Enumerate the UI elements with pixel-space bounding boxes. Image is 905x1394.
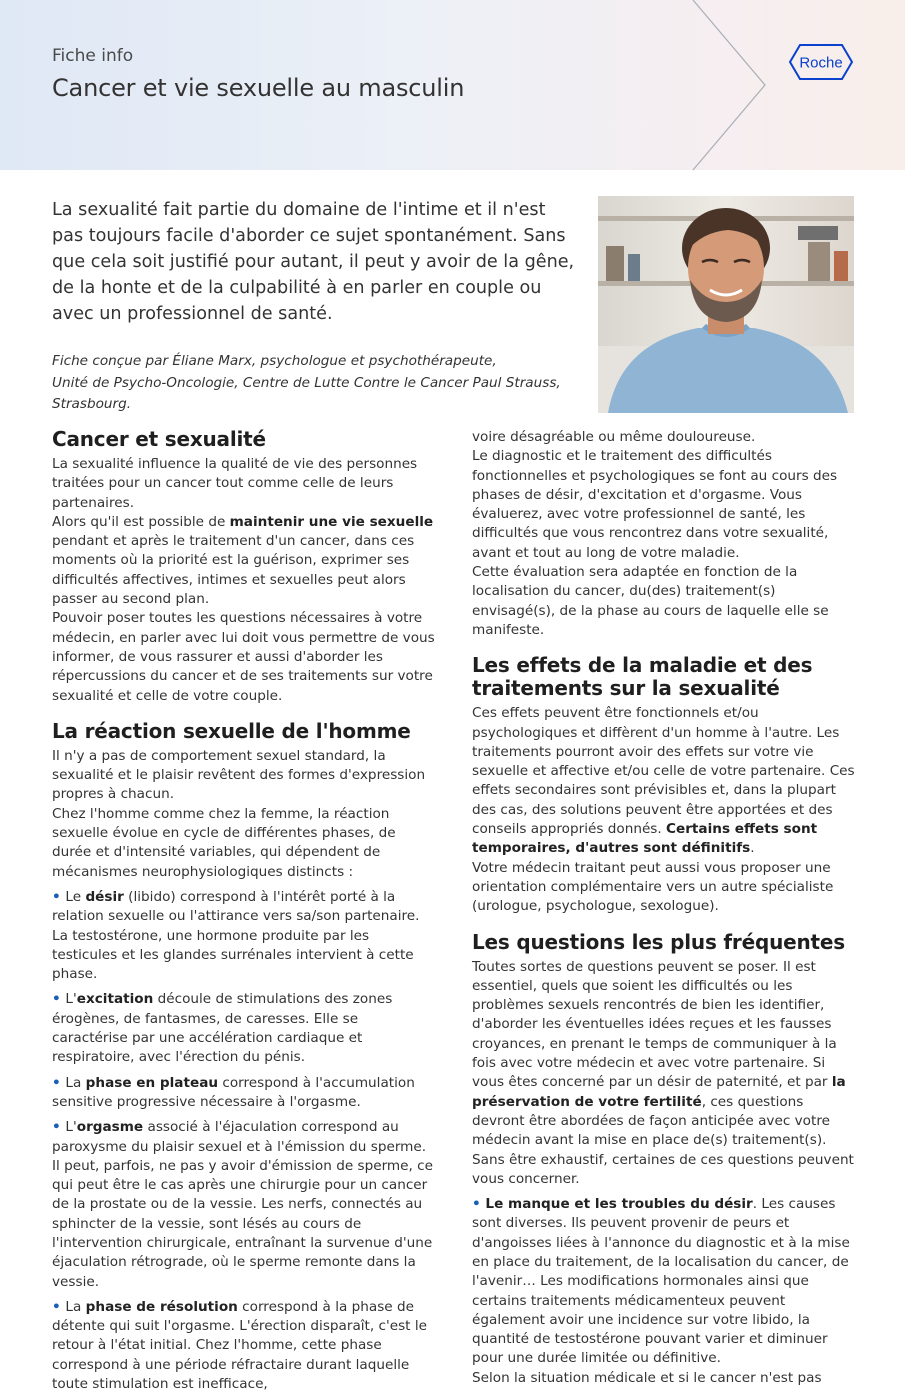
bullet-manque-desir: • Le manque et les troubles du désir. Les causes sont diverses. Ils peuvent provenir de peurs et d'angoisses liées à l'annonce du diagnostic et à la mise en place du traitement, de la localisation du cancer, de l'avenir… Les modifications hormonales ainsi que certains traitements médicamenteux peuvent également avoir une incidence sur votre libido, la quantité de testostérone pouvant varier et diminuer pour une durée limitée ou définitive. xyxy=(472,1195,857,1369)
section-title-questions: Les questions les plus fréquentes xyxy=(472,929,845,954)
effets-p1: Ces effets peuvent être fonctionnels et/ou psychologiques et diffèrent d'un homme à l'autre. Les traitements pourront avoir des effets sur votre vie sexuelle et affective et/ou celle de votre partenaire. Ces effets secondaires sont prévisibles et, dans la plupart des cas, des solutions peuvent être apportées et des conseils appropriés donnés. Certains effets sont temporaires, d'autres sont définitifs. xyxy=(472,705,855,857)
continuation-p3: Cette évaluation sera adaptée en fonction de la localisation du cancer, du(des) traitement(s) envisagé(s), de la phase au cours de laquelle elle se manifeste. xyxy=(472,564,829,638)
portrait-photo xyxy=(598,196,854,413)
continuation-p1: voire désagréable ou même douloureuse. xyxy=(472,429,756,445)
document-kicker: Fiche info xyxy=(52,46,134,66)
cancer-p2: Alors qu'il est possible de maintenir une vie sexuelle pendant et après le traitement d'un cancer, dans ces moments où la priorité est la guérison, exprimer ses difficultés affectives, intimes et sexuelles peut alors passer au second plan. xyxy=(52,513,434,608)
left-column xyxy=(52,428,437,1394)
bullet-excitation: • L'excitation découle de stimulations des zones érogènes, de fantasmes, de caresses. Elle se caractérise par une accélération cardiaque et respiratoire, avec l'érection du pénis. xyxy=(52,990,437,1067)
section-title-cancer: Cancer et sexualité xyxy=(52,427,266,451)
bullet-orgasme: • L'orgasme associé à l'éjaculation correspond au paroxysme du plaisir sexuel et à l'émission du sperme. Il peut, parfois, ne pas y avoir d'émission de sperme, ce qui peut être le cas après une chirurgie pour un cancer de la prostate ou de la vessie. Les nerfs, connectés au sphincter de la vessie, sont lésés au cours de l'intervention chirurgicale, entraînant la survenue d'une éjaculation rétrograde, où le sperme remonte dans la vessie. xyxy=(52,1118,437,1292)
page-title: Cancer et vie sexuelle au masculin xyxy=(52,74,465,102)
credit-line-2: Unité de Psycho-Oncologie, Centre de Lutte Contre le Cancer Paul Strauss, xyxy=(52,374,561,391)
logo-text: Roche xyxy=(799,54,843,72)
section-title-reaction: La réaction sexuelle de l'homme xyxy=(52,718,411,743)
questions-p2: Selon la situation médicale et si le cancer n'est pas xyxy=(472,1369,822,1386)
cancer-p1: La sexualité influence la qualité de vie des personnes traitées pour un cancer tout comme celle de leurs partenaires. xyxy=(52,456,418,511)
bullet-resolution: • La phase de résolution correspond à la phase de détente qui suit l'orgasme. L'érection disparaît, c'est le retour à l'état initial. Chez l'homme, cette phase correspond à une période réfractaire durant laquelle toute stimulation est inefficace, xyxy=(52,1298,437,1394)
bullet-desir: • Le désir (libido) correspond à l'intérêt porté à la relation sexuelle ou l'attirance vers sa/son partenaire. La testostérone, une hormone produite par les testicules et les glandes surrénales intervient à cette phase. xyxy=(52,888,437,984)
effets-p2: Votre médecin traitant peut aussi vous proposer une orientation complémentaire vers un autre spécialiste (urologue, psychologue, sexologue). xyxy=(472,859,834,915)
credit-line-3: Strasbourg. xyxy=(52,396,132,412)
right-column xyxy=(472,428,857,1388)
cancer-p3: Pouvoir poser toutes les questions nécessaires à votre médecin, en parler avec lui doit vous permettre de vous informer, de vous rassurer et aussi d'aborder les répercussions du cancer et de ses traitements sur votre sexualité et celle de votre couple. xyxy=(52,610,435,704)
author-credit xyxy=(52,351,572,416)
reaction-p1: Il n'y a pas de comportement sexuel standard, la sexualité et le plaisir revêtent des formes d'expression propres à chacun. xyxy=(52,747,426,803)
credit-line-1: Fiche conçue par Éliane Marx, psychologue et psychothérapeute, xyxy=(52,353,497,369)
reaction-p2: Chez l'homme comme chez la femme, la réaction sexuelle évolue en cycle de différentes phases, de durée et d'intensité variables, qui dépendent de mécanismes neurophysiologiques distincts : xyxy=(52,805,396,880)
bullet-plateau: • La phase en plateau correspond à l'accumulation sensitive progressive nécessaire à l'orgasme. xyxy=(52,1074,437,1113)
roche-logo xyxy=(788,43,854,81)
questions-p1: Toutes sortes de questions peuvent se poser. Il est essentiel, quels que soient les difficultés ou les problèmes sexuels rencontrés de bien les identifier, d'aborder les éventuelles idées reçues et les fausses croyances, en prenant le temps de communiquer à la fois avec votre médecin et avec votre partenaire. Si vous êtes concerné par un désir de paternité, et par la préservation de votre fertilité, ces questions devront être abordées de façon anticipée avec votre médecin avant la mise en place de(s) traitement(s). Sans être exhaustif, certaines de ces questions peuvent vous concerner. xyxy=(472,958,854,1187)
header-banner xyxy=(0,0,905,170)
intro-paragraph: La sexualité fait partie du domaine de l'intime et il n'est pas toujours facile d'aborder ce sujet spontanément. Sans que cela soit justifié pour autant, il peut y avoir de la gêne, de la honte et de la culpabilité à en parler en couple ou avec un professionnel de santé. xyxy=(52,200,575,324)
continuation-p2: Le diagnostic et le traitement des difficultés fonctionnelles et psychologiques se font au cours des phases de désir, d'excitation et d'orgasme. Vous évaluerez, avec votre professionnel de santé, les difficultés que vous rencontrez dans votre sexualité, avant et tout au long de votre maladie. xyxy=(472,448,838,561)
section-title-effets: Les effets de la maladie et des traitements sur la sexualité xyxy=(472,653,813,701)
